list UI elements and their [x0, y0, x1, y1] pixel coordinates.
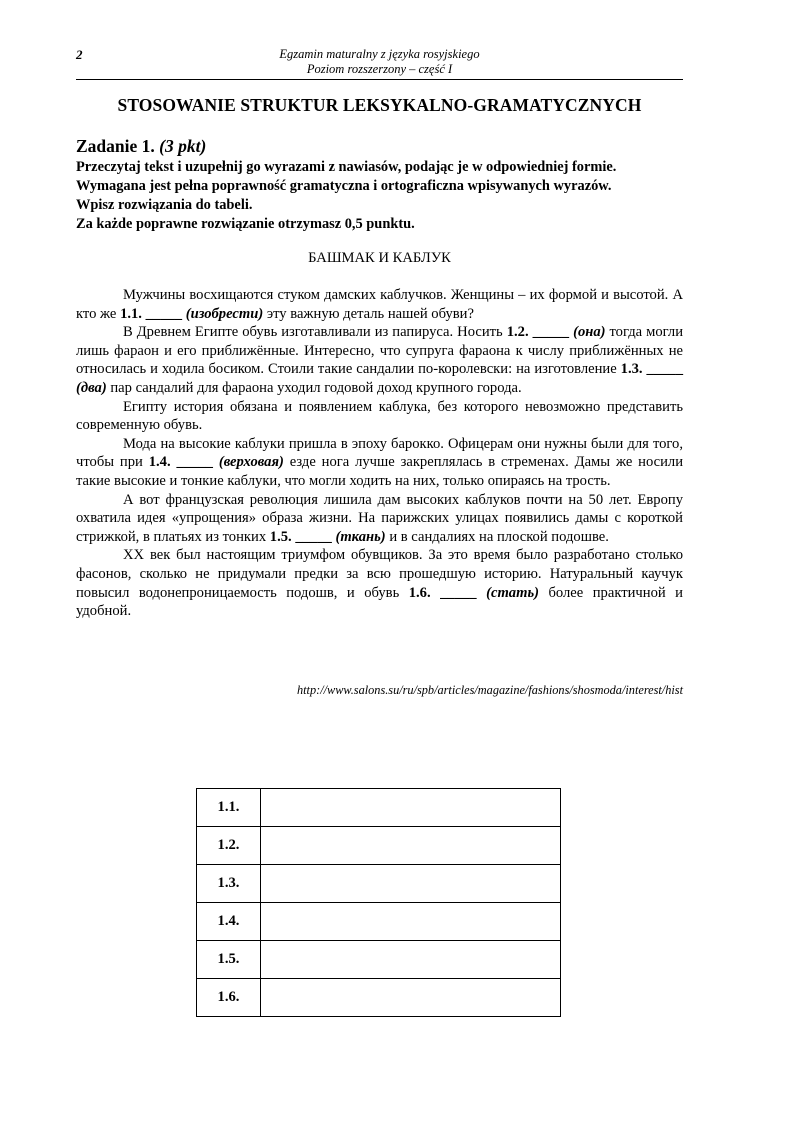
text-run: езде нога лучше закреплялась в стременах. Дамы же носили такие высокие и тонкие каблуки, что могли ходить на них, только опираясь на трость.	[76, 454, 684, 489]
hint-1-5: (ткань)	[335, 528, 386, 545]
text-run: В Древнем Египте обувь изготавливали из папируса. Носить	[123, 324, 503, 341]
answer-number: 1.3.	[197, 865, 261, 903]
source-url: http://www.salons.su/ru/spb/articles/magazine/fashions/shosmoda/interest/hist	[296, 683, 683, 697]
gap-1-2: 1.2. _____	[506, 324, 570, 341]
text-run: пар сандалий для фараона уходил годовой доход крупного города.	[110, 379, 522, 396]
paragraph-5	[76, 491, 683, 547]
paragraph-1	[76, 286, 683, 323]
paragraph-2	[76, 323, 683, 397]
answer-cell[interactable]	[261, 941, 561, 979]
text-run: А вот французская революция лишила дам высоких каблуков почти на 50 лет. Европу охватила идея «упрощения» образа жизни. На парижских улицах появились дамы с короткой стрижкой, в платьях из тонких	[76, 491, 683, 545]
hint-1-3: (два)	[76, 379, 107, 396]
paragraph-4	[76, 435, 683, 491]
answer-cell[interactable]	[261, 979, 561, 1017]
instruction-line: Przeczytaj tekst i uzupełnij go wyrazami z nawiasów, podając je w odpowiedniej formie.	[76, 159, 617, 175]
answer-number: 1.4.	[197, 903, 261, 941]
task-instructions	[76, 158, 686, 234]
section-title: STOSOWANIE STRUKTUR LEKSYKALNO-GRAMATYCZNYCH	[117, 95, 642, 115]
answer-number: 1.6.	[197, 979, 261, 1017]
gap-1-5: 1.5. _____	[269, 528, 332, 545]
hint-1-1: (изобрести)	[185, 305, 264, 322]
gap-1-1: 1.1. _____	[120, 305, 183, 322]
answer-cell[interactable]	[261, 827, 561, 865]
header-exam-name: Egzamin maturalny z języka rosyjskiego	[279, 47, 480, 61]
answer-cell[interactable]	[261, 903, 561, 941]
instruction-line: Za każde poprawne rozwiązanie otrzymasz 0,5 punktu.	[76, 216, 415, 232]
gap-1-6: 1.6. _____	[408, 584, 477, 601]
answer-cell[interactable]	[261, 789, 561, 827]
instruction-line: Wymagana jest pełna poprawność gramatyczna i ortograficzna wpisywanych wyrazów.	[76, 178, 612, 194]
gap-1-4: 1.4. _____	[148, 454, 213, 471]
answer-number: 1.2.	[197, 827, 261, 865]
instruction-line: Wpisz rozwiązania do tabeli.	[76, 197, 253, 213]
text-run: эту важную деталь нашей обуви?	[266, 305, 474, 322]
answer-number: 1.5.	[197, 941, 261, 979]
running-header	[76, 47, 683, 77]
text-run: Мужчины восхищаются стуком дамских каблучков. Женщины – их формой и высотой. А кто же	[76, 287, 683, 322]
text-run: тогда могли лишь фараон и его приближённые. Интересно, что супруга фараона к числу приближённых не относилась и ходила босиком. Стоили такие сандалии по-королевски: на изготовление	[76, 324, 684, 378]
task-points: (3 pkt)	[159, 136, 207, 156]
page-number: 2	[76, 47, 83, 62]
text-run: Мода на высокие каблуки пришла в эпоху барокко. Офицерам они нужны были для того, чтобы при	[76, 435, 683, 471]
table-row	[197, 979, 561, 1017]
hint-1-2: (она)	[573, 324, 606, 341]
header-exam-level: Poziom rozszerzony – część I	[306, 62, 453, 76]
text-title: БАШМАК И КАБЛУК	[308, 250, 451, 266]
article-text	[76, 286, 683, 621]
hint-1-4: (верховая)	[218, 454, 284, 471]
gap-1-3: 1.3. _____	[620, 361, 683, 378]
text-run: и в сандалиях на плоской подошве.	[389, 528, 609, 545]
text-run: XX век был настоящим триумфом обувщиков. За это время было разработано столько фасонов, сколько не придумали предки за всю прошедшую историю. Натуральный каучук повысил водонепроницаемость подошв, и обувь	[76, 547, 683, 601]
table-row	[197, 827, 561, 865]
paragraph-6	[76, 546, 683, 620]
table-row	[197, 903, 561, 941]
text-run: более практичной и удобной.	[76, 584, 683, 620]
header-rule	[76, 79, 683, 80]
task-title	[76, 136, 206, 157]
hint-1-6: (стать)	[486, 584, 539, 601]
answer-table	[196, 788, 561, 1017]
task-number: Zadanie 1.	[76, 136, 155, 156]
paragraph-3: Египту история обязана и появлением каблука, без которого невозможно представить современную обувь.	[76, 398, 683, 434]
answer-number: 1.1.	[197, 789, 261, 827]
table-row	[197, 865, 561, 903]
table-row	[197, 789, 561, 827]
table-row	[197, 941, 561, 979]
answer-cell[interactable]	[261, 865, 561, 903]
